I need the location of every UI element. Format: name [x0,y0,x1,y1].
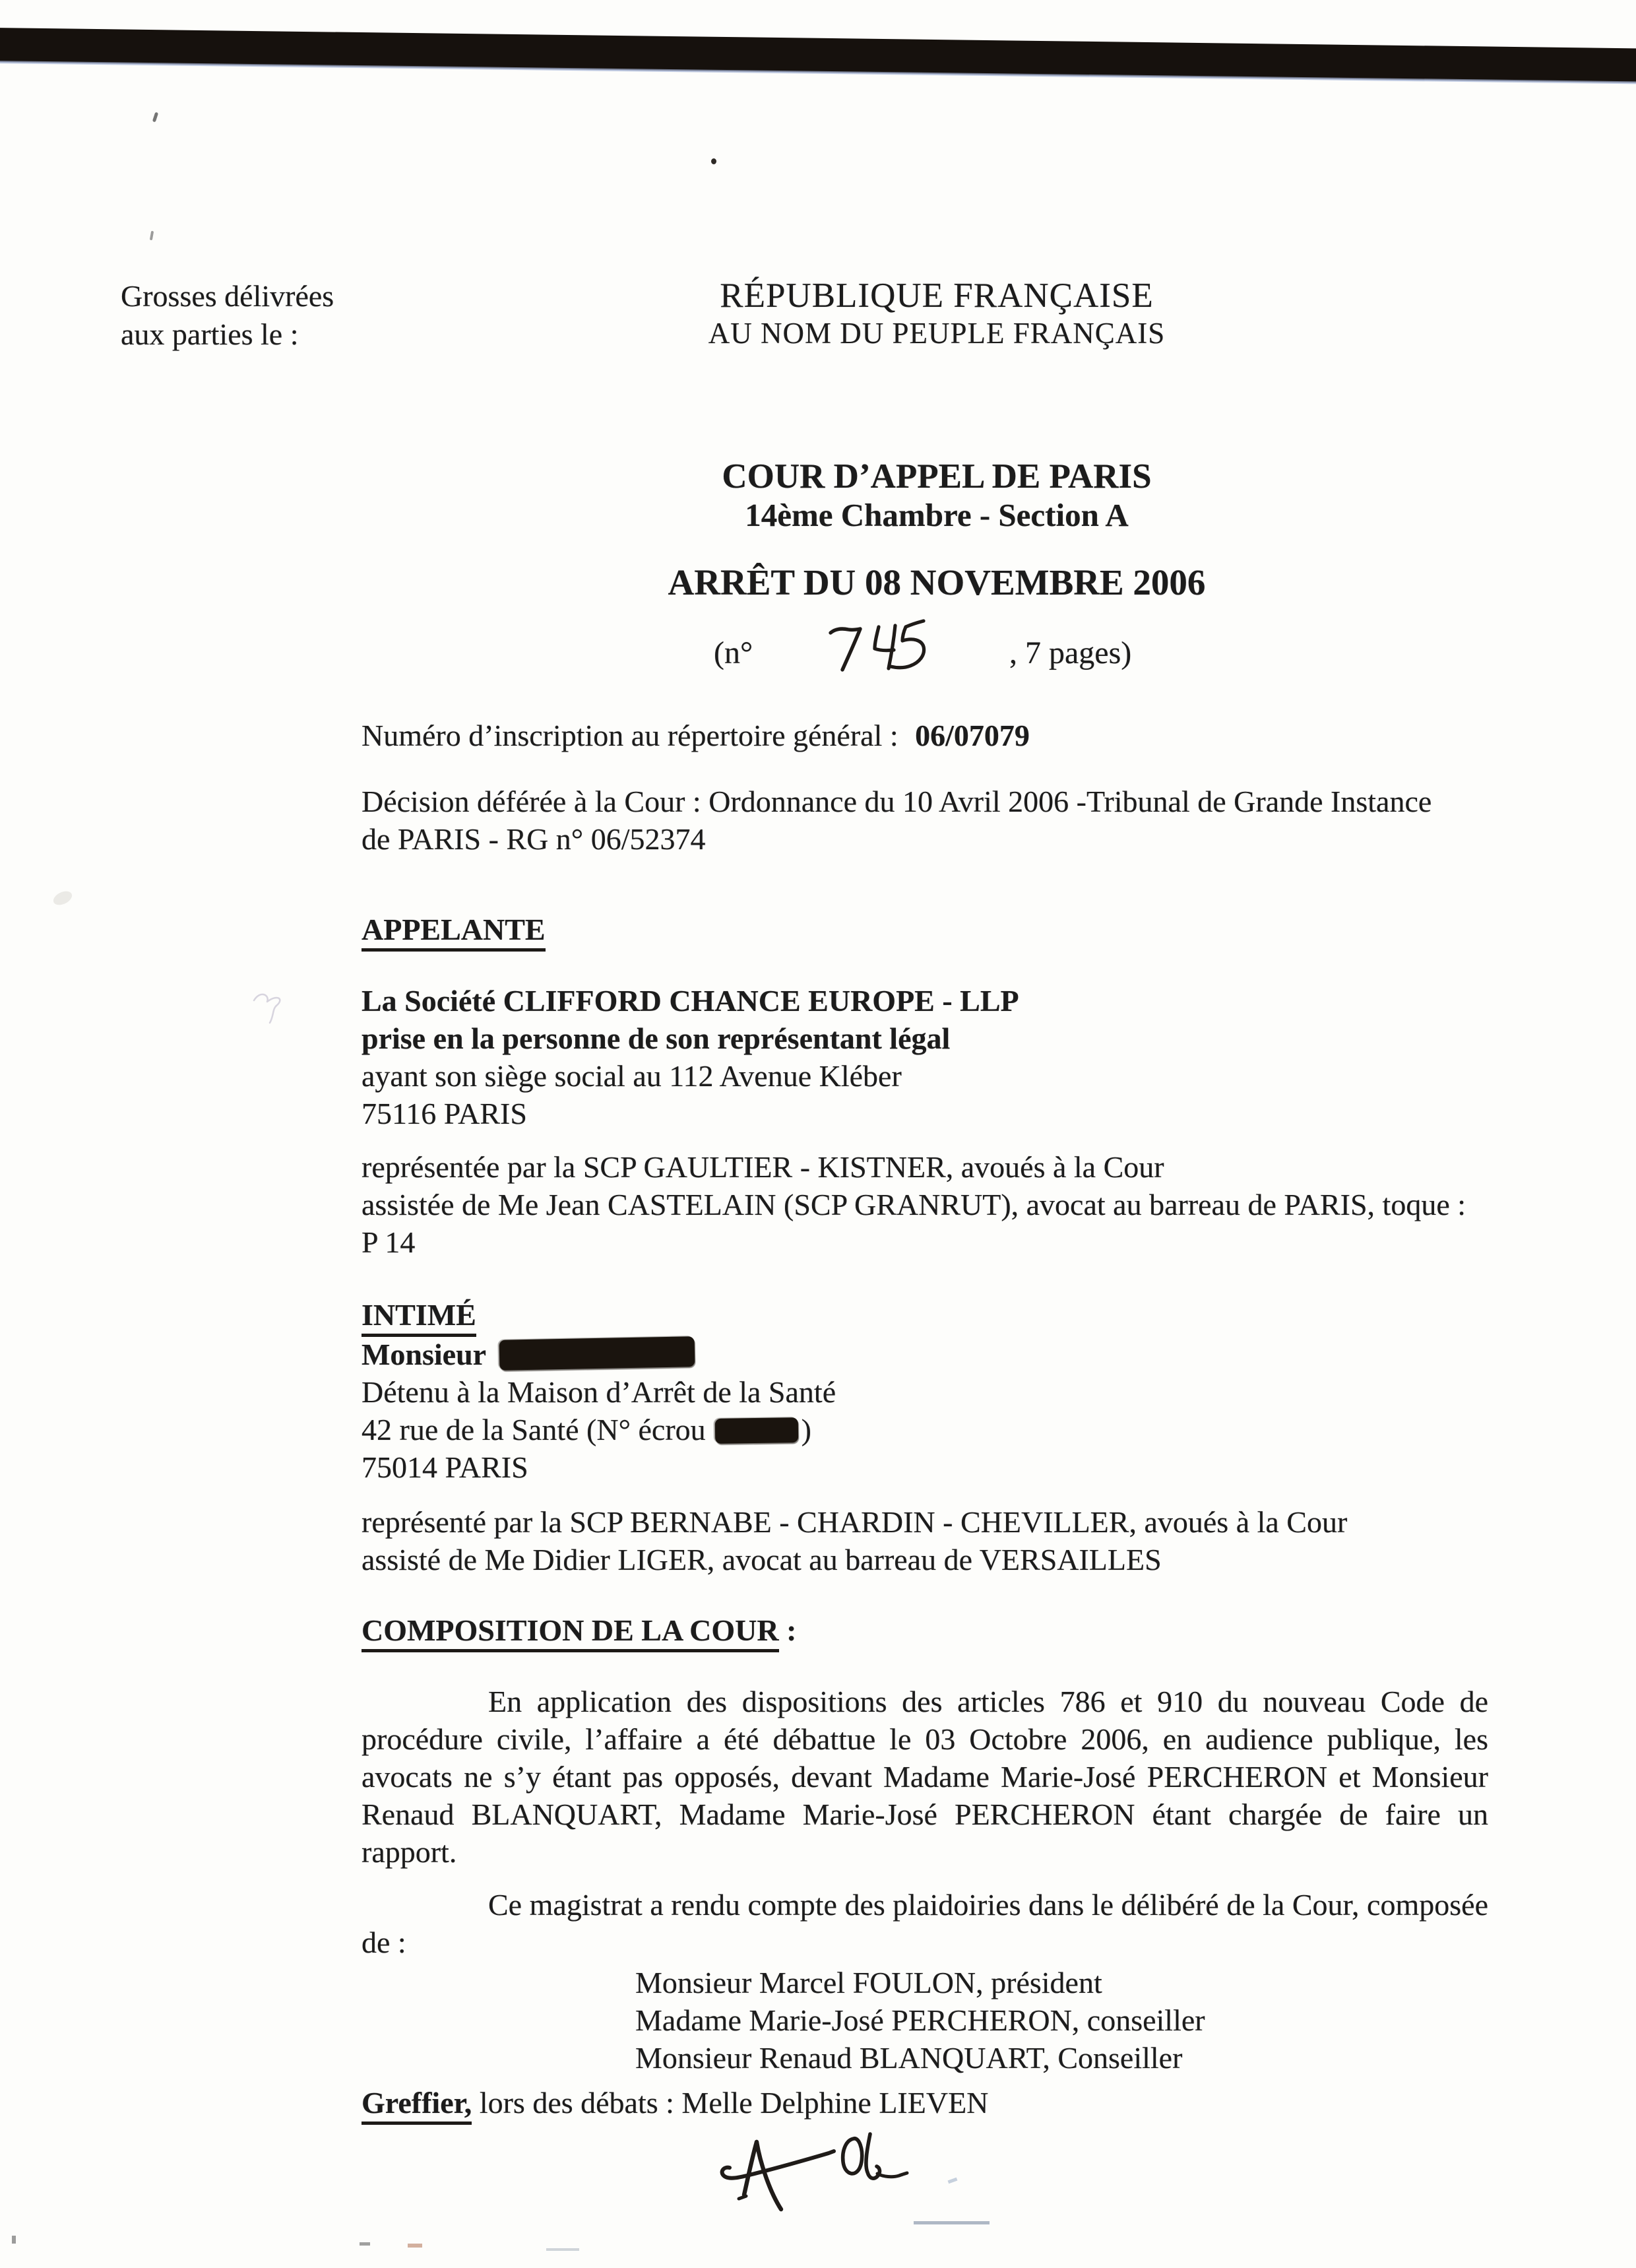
au-nom-du-peuple-title: AU NOM DU PEUPLE FRANÇAIS [708,317,1166,350]
greffier-line [362,2084,988,2122]
grosses-delivrees-line2: aux parties le : [121,317,299,351]
republic-header [373,276,1500,351]
scan-mark [546,2248,579,2251]
intime-detention-line: Détenu à la Maison d’Arrêt de la Santé [362,1375,836,1409]
scan-mark [914,2221,990,2224]
greffier-rest: lors des débats : Melle Delphine LIEVEN [472,2086,989,2120]
intime-monsieur-label: Monsieur [362,1338,487,1371]
intime-address-line [362,1411,836,1448]
scan-mark [360,2242,370,2246]
handwritten-case-number [829,619,928,672]
republique-francaise-title: RÉPUBLIQUE FRANÇAISE [720,276,1154,315]
scan-pen-squiggle [247,988,294,1028]
judge-conseiller-1: Madame Marie-José PERCHERON, conseiller [635,2003,1205,2037]
scan-mark [408,2244,422,2248]
registry-label: Numéro d’inscription au répertoire général : [362,719,898,752]
court-title-block [373,457,1500,535]
intime-address-suffix: ) [801,1413,811,1446]
appelante-company: La Société CLIFFORD CHANCE EUROPE - LLP [362,984,1019,1018]
intime-address-prefix: 42 rue de la Santé (N° écrou [362,1413,706,1446]
grosses-delivrees-note [121,277,334,354]
intime-monsieur-line [362,1336,836,1373]
appelante-address2: 75116 PARIS [362,1097,527,1130]
redacted-name [499,1336,695,1371]
case-number-suffix: , 7 pages) [1009,635,1132,670]
intime-rep1: représenté par la SCP BERNABE - CHARDIN - CHEVILLER, avoués à la Cour [362,1505,1348,1539]
intime-party [362,1336,836,1486]
scan-mark [948,2178,958,2184]
decision-reference [362,783,1496,858]
appelante-rep3: P 14 [362,1225,416,1259]
appelante-representant: prise en la personne de son représentant légal [362,1021,951,1055]
intime-rep2: assisté de Me Didier LIGER, avocat au barreau de VERSAILLES [362,1543,1162,1576]
appelante-heading-text: APPELANTE [362,913,546,952]
scan-speckle [711,158,716,164]
scan-speckle [152,112,158,123]
intime-representation [362,1503,1347,1578]
grosses-delivrees-line1: Grosses délivrées [121,279,334,313]
redacted-ecrou-number [714,1417,798,1444]
case-number-prefix: (n° [714,635,753,670]
registry-number-line [362,717,1030,755]
decision-line1: Décision déférée à la Cour : Ordonnance du 10 Avril 2006 -Tribunal de Grande Instance [362,785,1432,818]
appelante-heading [362,912,546,947]
composition-heading-colon: : [778,1613,797,1647]
scan-mark [12,2236,16,2244]
registry-value: 06/07079 [915,719,1030,752]
composition-para2-line2: de : [362,1926,406,1959]
arret-title: ARRÊT DU 08 NOVEMBRE 2006 [668,562,1206,602]
appelante-party [362,982,1019,1132]
scan-speckle [150,231,154,240]
composition-para2-line1: Ce magistrat a rendu compte des plaidoiries dans le délibéré de la Cour, composée [488,1888,1488,1922]
scan-black-bar-artifact [0,28,1636,82]
composition-heading-text: COMPOSITION DE LA COUR [362,1613,779,1652]
intime-city-line: 75014 PARIS [362,1450,528,1484]
scan-smudge [51,889,75,908]
intime-heading [362,1297,476,1332]
court-chamber: 14ème Chambre - Section A [745,497,1129,533]
composition-paragraph1: En application des dispositions des articles 786 et 910 du nouveau Code de procédure civile, l’affaire a été débattue le 03 Octobre 2006, en audience publique, les avocats ne s’y étant pas opposés, devant Madame Marie-José PERCHERON et Monsieur Renaud BLANQUART, Madame Marie-José PERCHERON étant chargée de faire un rapport. [362,1685,1488,1869]
intime-heading-text: INTIMÉ [362,1298,476,1337]
appelante-rep1: représentée par la SCP GAULTIER - KISTNER, avoués à la Cour [362,1150,1164,1184]
judge-president: Monsieur Marcel FOULON, président [635,1966,1102,1999]
decision-line2: de PARIS - RG n° 06/52374 [362,822,706,856]
appelante-address1: ayant son siège social au 112 Avenue Kléber [362,1059,902,1093]
appelante-rep2: assistée de Me Jean CASTELAIN (SCP GRANRUT), avocat au barreau de PARIS, toque : [362,1188,1466,1221]
appelante-representation [362,1148,1466,1261]
handwritten-paraph [719,2130,917,2216]
court-name: COUR D’APPEL DE PARIS [722,457,1152,496]
judges-list [635,1964,1205,2077]
greffier-label: Greffier, [362,2086,472,2125]
composition-paragraph2 [362,1886,1488,1961]
composition-heading [362,1613,796,1648]
judge-conseiller-2: Monsieur Renaud BLANQUART, Conseiller [635,2041,1183,2075]
